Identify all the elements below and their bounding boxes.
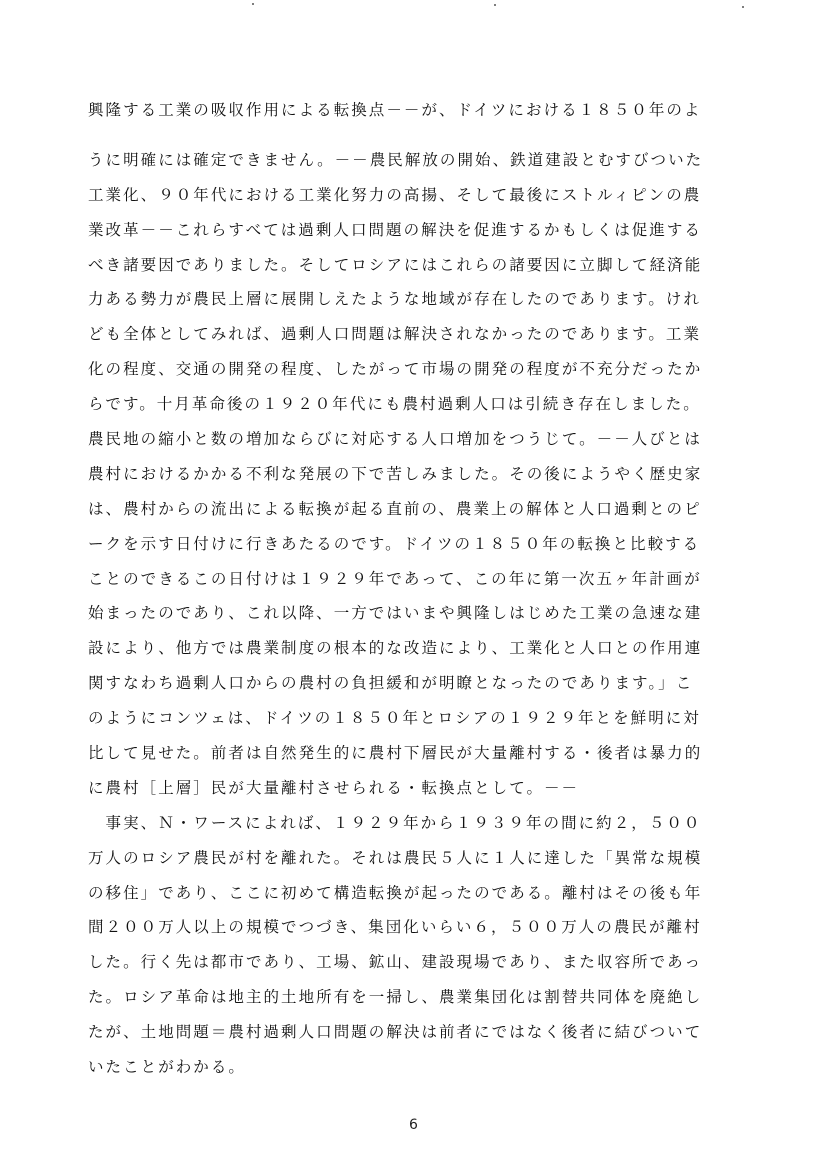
text-line: 化の程度、交通の開発の程度、したがって市場の開発の程度が不充分だったか bbox=[88, 360, 703, 379]
text-line: した。行く先は都市であり、工場、鉱山、建設現場であり、また収容所であっ bbox=[88, 953, 703, 972]
scan-speck bbox=[494, 4, 496, 6]
text-line: 工業化、９０年代における工業化努力の高揚、そして最後にストルィピンの農 bbox=[88, 185, 702, 204]
text-line: 興隆する工業の吸収作用による転換点－－が、ドイツにおける１８５０年のよ bbox=[88, 101, 702, 119]
text-line: 農村におけるかかる不利な発展の下で苦しみました。その後にようやく歴史家 bbox=[88, 464, 703, 483]
text-line: 力ある勢力が農民上層に展開しえたような地域が存在したのであります。けれ bbox=[88, 290, 702, 309]
body-text bbox=[88, 93, 768, 1085]
text-line: 万人のロシア農民が村を離れた。それは農民５人に１人に達した「異常な規模 bbox=[88, 848, 703, 867]
text-line: 農民地の縮小と数の増加ならびに対応する人口増加をつうじて。－－人びとは bbox=[88, 430, 702, 449]
text-line: いたことがわかる。 bbox=[88, 1058, 246, 1077]
text-line: たが、土地問題＝農村過剰人口問題の解決は前者にではなく後者に結びついて bbox=[88, 1023, 703, 1042]
text-line: 関すなわち過剰人口からの農村の負担緩和が明瞭となったのであります。」こ bbox=[88, 674, 694, 693]
scan-speck bbox=[742, 6, 744, 8]
text-line: ども全体としてみれば、過剰人口問題は解決されなかったのであります。工業 bbox=[88, 325, 702, 344]
text-line: 比して見せた。前者は自然発生的に農村下層民が大量離村する・後者は暴力的 bbox=[88, 744, 703, 763]
text-line: の移住」であり、ここに初めて構造転換が起ったのである。離村はその後も年 bbox=[88, 883, 703, 902]
text-line: ことのできるこの日付けは１９２９年であって、この年に第一次五ヶ年計画が bbox=[88, 569, 702, 588]
text-line: た。ロシア革命は地主的土地所有を一掃し、農業集団化は割替共同体を廃絶し bbox=[88, 988, 703, 1007]
text-line: のようにコンツェは、ドイツの１８５０年とロシアの１９２９年とを鮮明に対 bbox=[88, 709, 701, 728]
text-line: に農村［上層］民が大量離村させられる・転換点として。－－ bbox=[88, 778, 580, 797]
scan-speck bbox=[252, 3, 254, 5]
text-line: 業改革－－これらすべては過剰人口問題の解決を促進するかもしくは促進する bbox=[88, 220, 702, 239]
text-line: ークを示す日付けに行きあたるのです。ドイツの１８５０年の転換と比較する bbox=[88, 534, 701, 553]
text-line: 設により、他方では農業制度の根本的な改造により、工業化と人口との作用連 bbox=[88, 639, 703, 658]
text-line: 始まったのであり、これ以降、一方ではいまや興隆しはじめた工業の急速な建 bbox=[88, 604, 703, 623]
text-line: 事実、Ｎ・ワースによれば、１９２９年から１９３９年の間に約２，５００ bbox=[88, 813, 702, 832]
text-line: は、農村からの流出による転換が起る直前の、農業上の解体と人口過剰とのピ bbox=[88, 499, 702, 518]
text-line: 間２００万人以上の規模でつづき、集団化いらい６，５００万人の農民が離村 bbox=[88, 918, 702, 937]
text-line: べき諸要因でありました。そしてロシアにはこれらの諸要因に立脚して経済能 bbox=[88, 255, 703, 274]
text-line: うに明確には確定できません。－－農民解放の開始、鉄道建設とむすびついた bbox=[88, 150, 704, 169]
page-number: 6 bbox=[409, 1117, 418, 1133]
text-line: らです。十月革命後の１９２０年代にも農村過剰人口は引続き存在しました。 bbox=[88, 395, 701, 414]
